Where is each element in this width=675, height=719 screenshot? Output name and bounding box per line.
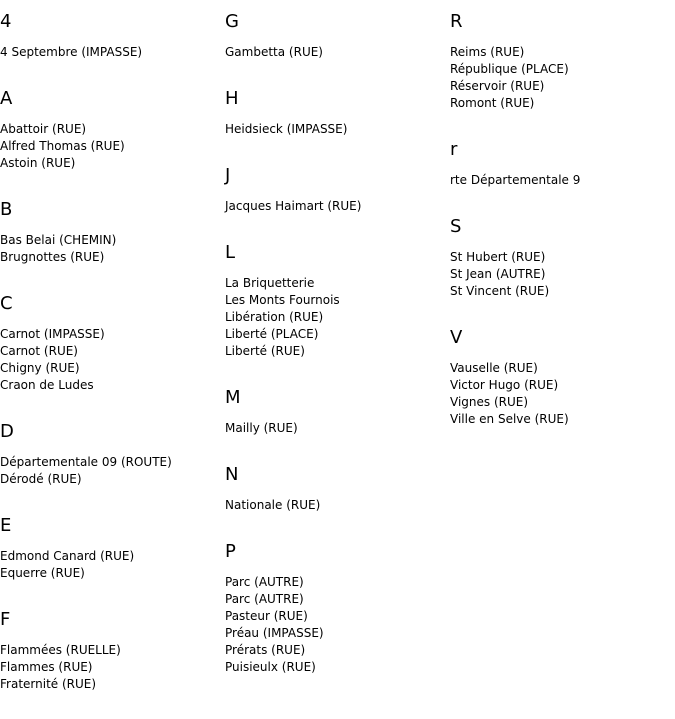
street-link[interactable]: Parc (AUTRE) [225,575,304,589]
street-link[interactable]: Romont (RUE) [450,96,535,110]
letter-heading: r [450,139,458,160]
street-link[interactable]: Brugnottes (RUE) [0,250,105,264]
street-link[interactable]: Bas Belai (CHEMIN) [0,233,117,247]
letter-group [0,87,220,172]
street-link[interactable]: Jacques Haimart (RUE) [225,199,362,213]
letter-group [450,215,670,300]
letter-group [225,386,445,437]
letter-heading: E [0,515,12,536]
letter-group [450,326,670,428]
letter-group [225,164,445,215]
street-link[interactable]: Flammes (RUE) [0,660,93,674]
street-link[interactable]: Abattoir (RUE) [0,122,87,136]
street-link[interactable]: Vauselle (RUE) [450,361,538,375]
street-link[interactable]: La Briquetterie [225,276,315,290]
street-link[interactable]: 4 Septembre (IMPASSE) [0,45,143,59]
street-link[interactable]: Les Monts Fournois [225,293,340,307]
letter-heading: D [0,421,14,442]
street-link[interactable]: Parc (AUTRE) [225,592,304,606]
street-link[interactable]: Alfred Thomas (RUE) [0,139,125,153]
letter-group [450,10,670,112]
letter-heading: 4 [0,11,12,32]
street-link[interactable]: Puisieulx (RUE) [225,660,316,674]
street-link[interactable]: Mailly (RUE) [225,421,298,435]
letter-heading: M [225,387,241,408]
street-link[interactable]: St Jean (AUTRE) [450,267,546,281]
street-link[interactable]: Liberté (PLACE) [225,327,319,341]
letter-heading: G [225,11,239,32]
street-link[interactable]: Prérats (RUE) [225,643,306,657]
letter-group [0,10,220,61]
street-link[interactable]: Astoin (RUE) [0,156,76,170]
street-link[interactable]: Heidsieck (IMPASSE) [225,122,348,136]
letter-group [225,540,445,676]
street-link[interactable]: Départementale 09 (ROUTE) [0,455,172,469]
letter-heading: F [0,609,11,630]
street-link[interactable]: Equerre (RUE) [0,566,85,580]
street-link[interactable]: Reims (RUE) [450,45,525,59]
street-link[interactable]: Fraternité (RUE) [0,677,97,691]
letter-group [0,514,220,582]
letter-heading: N [225,464,239,485]
street-link[interactable]: Gambetta (RUE) [225,45,323,59]
street-link[interactable]: Préau (IMPASSE) [225,626,324,640]
street-link[interactable]: Libération (RUE) [225,310,324,324]
street-link[interactable]: Edmond Canard (RUE) [0,549,135,563]
street-link[interactable]: Vignes (RUE) [450,395,529,409]
street-link[interactable]: Nationale (RUE) [225,498,321,512]
letter-group [225,463,445,514]
letter-group [0,292,220,394]
letter-heading: C [0,293,13,314]
street-link[interactable]: Pasteur (RUE) [225,609,308,623]
letter-heading: S [450,216,462,237]
letter-heading: B [0,199,13,220]
street-link[interactable]: Victor Hugo (RUE) [450,378,559,392]
street-column [225,10,445,702]
street-link[interactable]: Dérodé (RUE) [0,472,82,486]
letter-group [225,10,445,61]
letter-heading: R [450,11,463,32]
street-link[interactable]: St Hubert (RUE) [450,250,546,264]
letter-heading: H [225,88,239,109]
street-link[interactable]: Carnot (IMPASSE) [0,327,105,341]
street-link[interactable]: Craon de Ludes [0,378,94,392]
street-link[interactable]: Flammées (RUELLE) [0,643,121,657]
letter-group [0,420,220,488]
letter-group [0,198,220,266]
letter-group [450,138,670,189]
letter-group [225,241,445,360]
letter-heading: A [0,88,13,109]
street-link[interactable]: Réservoir (RUE) [450,79,545,93]
street-column [450,10,670,454]
street-link[interactable]: Ville en Selve (RUE) [450,412,569,426]
street-column [0,10,220,719]
letter-heading: P [225,541,236,562]
letter-heading: V [450,327,463,348]
letter-heading: L [225,242,236,263]
street-link[interactable]: Liberté (RUE) [225,344,305,358]
street-link[interactable]: République (PLACE) [450,62,569,76]
letter-heading: J [225,165,231,186]
letter-group [225,87,445,138]
street-link[interactable]: St Vincent (RUE) [450,284,550,298]
street-link[interactable]: Chigny (RUE) [0,361,80,375]
street-link[interactable]: rte Départementale 9 [450,173,581,187]
street-link[interactable]: Carnot (RUE) [0,344,78,358]
letter-group [0,608,220,693]
